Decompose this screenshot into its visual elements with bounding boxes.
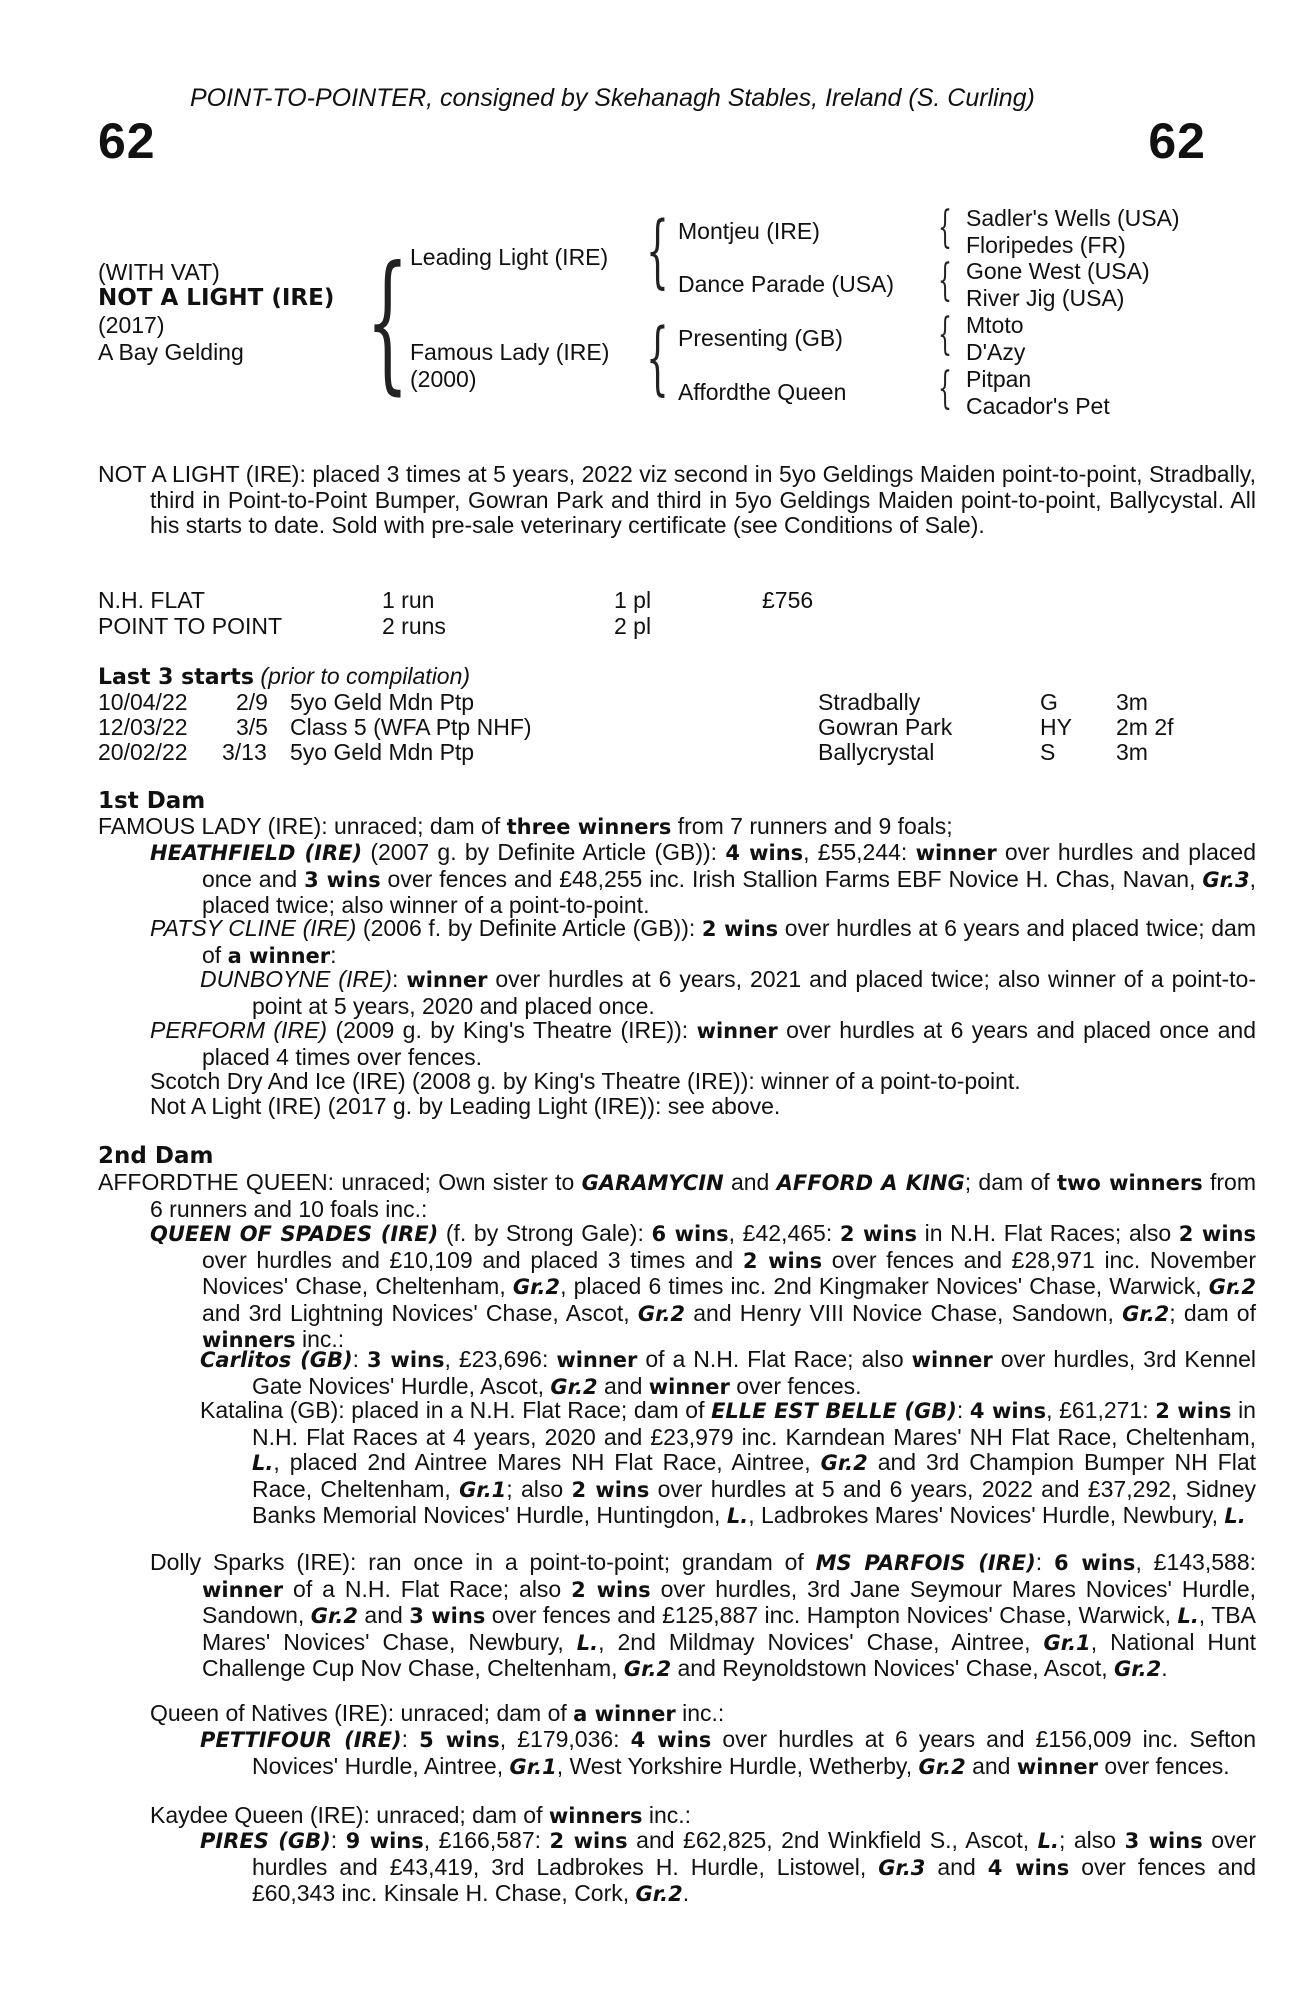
text-run: Dolly Sparks (IRE): ran once in a point-to-point; grandam of [150, 1549, 816, 1575]
start-going: G [1040, 689, 1058, 715]
text-run: winner [406, 968, 488, 992]
text-run: a winner [227, 943, 331, 968]
text-run: Katalina (GB): placed in a N.H. Flat Race; dam of [200, 1397, 712, 1423]
text-run: (f. by Strong Gale): [438, 1220, 652, 1246]
produce-heathfield [150, 840, 1256, 919]
g4-ancestor: Pitpan [966, 366, 1032, 392]
text-run: over hurdles at 5 and 6 years, 2022 and £37,292, Sidney Banks Memorial Novices' Hurdle, Huntingdon, [252, 1475, 1256, 1528]
produce-scotch-dry-and-ice: Scotch Dry And Ice (IRE) (2008 g. by King's Theatre (IRE)): winner of a point-to-point. [150, 1068, 1021, 1094]
text-run: winner [915, 841, 997, 865]
text-run: of a N.H. Flat Race; also [283, 1575, 572, 1602]
text-run: Gr.2 [918, 1754, 966, 1779]
g4-brace-3: { [938, 309, 952, 360]
second-dam-heading: 2nd Dam [98, 1143, 214, 1169]
text-run: 3 wins [409, 1604, 486, 1628]
text-run: winner [556, 1348, 638, 1372]
start-going: S [1040, 739, 1056, 765]
text-run: , £61,271: [1046, 1397, 1156, 1423]
text-run: Gr.1 [1043, 1630, 1091, 1655]
text-run: L. [726, 1504, 749, 1528]
g4-ancestor: Floripedes (FR) [966, 232, 1126, 258]
g4-ancestor: Cacador's Pet [966, 393, 1110, 419]
text-run: FAMOUS LADY (IRE): unraced; dam of [98, 813, 507, 839]
text-run: Queen of Natives (IRE): unraced; dam of [150, 1700, 574, 1726]
text-run: MS PARFOIS (IRE) [815, 1551, 1036, 1575]
text-run: , £42,465: [728, 1220, 840, 1246]
text-run: and 3rd Lightning Novices' Chase, Ascot, [202, 1299, 638, 1326]
start-date: 10/04/22 [98, 689, 188, 715]
text-run: and [925, 1853, 988, 1880]
text-run: Gr.2 [1114, 1657, 1162, 1681]
text-run: AFFORDTHE QUEEN: unraced; Own sister to [98, 1169, 582, 1195]
text-run: Gr.2 [635, 1882, 683, 1906]
text-run: : [1035, 1549, 1054, 1575]
text-run: L. [1037, 1829, 1059, 1853]
start-race: 5yo Geld Mdn Ptp [290, 739, 475, 765]
text-run: (2006 f. by Definite Article (GB)): [356, 915, 702, 941]
dam-dam: Affordthe Queen [678, 379, 847, 405]
text-run: over hurdles at 6 years and £156,009 inc. Sefton Novices' Hurdle, Aintree, [252, 1726, 1256, 1779]
text-run: over fences. [1097, 1752, 1230, 1779]
text-run: GARAMYCIN [581, 1171, 724, 1195]
text-run: winners [548, 1804, 643, 1828]
text-run: two winners [1056, 1171, 1203, 1195]
record-earnings: £756 [762, 587, 814, 613]
produce-katalina [200, 1398, 1256, 1530]
text-run: : [330, 1827, 346, 1853]
text-run: over hurdles at 6 years and placed once and placed 4 times over fences. [202, 1017, 1256, 1070]
second-dam-intro [98, 1170, 1256, 1222]
text-run: , placed 2nd Aintree Mares NH Flat Race, Aintree, [273, 1449, 821, 1475]
text-run: over hurdles and placed once and [202, 839, 1257, 892]
text-run: and [723, 1169, 777, 1195]
text-run: Gr.3 [878, 1855, 926, 1880]
produce-pires [200, 1828, 1256, 1908]
text-run: 2 wins [701, 917, 779, 941]
text-run: Gr.2 [1208, 1275, 1256, 1299]
produce-not-a-light: Not A Light (IRE) (2017 g. by Leading Light (IRE)): see above. [150, 1093, 781, 1119]
g4-ancestor: Sadler's Wells (USA) [966, 205, 1180, 231]
text-run: 5 wins [419, 1728, 500, 1752]
last-starts-title: Last 3 starts [98, 665, 255, 690]
text-run: (2007 g. by Definite Article (GB)): [362, 839, 726, 865]
start-date: 20/02/22 [98, 739, 188, 765]
last-starts-heading [98, 664, 470, 691]
text-run: ; dam of [964, 1169, 1057, 1195]
text-run: , £179,036: [499, 1726, 631, 1752]
lot-number-right: 62 [1148, 113, 1206, 169]
text-run: : [401, 1726, 420, 1752]
text-run: 4 wins [630, 1728, 712, 1752]
text-run: PERFORM (IRE) [150, 1017, 328, 1043]
start-course: Stradbally [818, 689, 921, 715]
first-dam-heading: 1st Dam [98, 788, 206, 814]
g4-ancestor: River Jig (USA) [966, 285, 1125, 311]
sire-dam-brace: { [366, 235, 409, 409]
g4-ancestor: Mtoto [966, 312, 1024, 338]
text-run: ELLE EST BELLE (GB) [711, 1399, 957, 1423]
text-run: 9 wins [345, 1829, 424, 1853]
text-run: and [965, 1752, 1017, 1779]
dam-name: Famous Lady (IRE) [410, 339, 610, 365]
text-run: of a N.H. Flat Race; also [637, 1346, 912, 1372]
record-runs: 1 run [382, 587, 435, 613]
sire-sire: Montjeu (IRE) [678, 218, 820, 244]
start-distance: 2m 2f [1116, 714, 1174, 740]
text-run: over hurdles at 6 years, 2021 and placed twice; also winner of a point-to-point at 5 years, 2020 and placed once. [252, 966, 1256, 1019]
lot-number-left: 62 [98, 113, 156, 169]
vat-label: (WITH VAT) [98, 259, 220, 285]
text-run: 4 wins [987, 1855, 1070, 1880]
text-run: and Reynoldstown Novices' Chase, Ascot, [671, 1655, 1115, 1681]
text-run: L. [1224, 1504, 1246, 1528]
last-starts-note: (prior to compilation) [260, 663, 471, 689]
text-run: in N.H. Flat Races at 4 years, 2020 and £23,979 inc. Karndean Mares' NH Flat Race, Cheltenham, [252, 1397, 1256, 1450]
text-run: 3 wins [1124, 1829, 1203, 1853]
text-run: QUEEN OF SPADES (IRE) [150, 1222, 439, 1246]
text-run: Gr.2 [1122, 1301, 1170, 1326]
text-run: ; dam of [1169, 1299, 1256, 1326]
produce-queen-of-natives [150, 1701, 1256, 1728]
start-position: 2/9 [236, 689, 268, 715]
text-run: , placed twice; also winner of a point-to-point. [202, 865, 1257, 918]
sire-brace: { [646, 204, 669, 297]
text-run: , 2nd Mildmay Novices' Chase, Aintree, [598, 1628, 1044, 1655]
produce-dolly-sparks [150, 1550, 1256, 1683]
text-run: , Ladbrokes Mares' Novices' Hurdle, Newbury, [748, 1502, 1225, 1528]
start-going: HY [1040, 714, 1072, 740]
produce-carlitos [200, 1347, 1256, 1400]
start-date: 12/03/22 [98, 714, 188, 740]
horse-name: NOT A LIGHT (IRE) [98, 285, 335, 311]
text-run: . [1161, 1655, 1168, 1681]
text-run: over hurdles, 3rd Jane Seymour Mares Novices' Hurdle, Sandown, [202, 1575, 1256, 1628]
g4-brace-1: { [938, 202, 952, 253]
text-run: , £166,587: [423, 1827, 550, 1853]
text-run: , TBA Mares' Novices' Chase, Newbury, [202, 1602, 1256, 1655]
text-run: Kaydee Queen (IRE): unraced; dam of [150, 1802, 549, 1828]
g4-brace-2: { [938, 255, 952, 306]
text-run: , National Hunt Challenge Cup Nov Chase, Cheltenham, [202, 1628, 1257, 1681]
text-run: 2 wins [549, 1829, 628, 1853]
text-run: winner [202, 1577, 284, 1602]
start-position: 3/13 [222, 739, 267, 765]
text-run: over hurdles and £43,419, 3rd Ladbrokes H. Hurdle, Listowel, [252, 1827, 1256, 1880]
text-run: over hurdles at 6 years and placed twice; dam of [202, 915, 1257, 968]
dam-brace: { [646, 311, 669, 404]
text-run: : [956, 1397, 970, 1423]
text-run: Gr.1 [509, 1754, 557, 1779]
text-run: PETTIFOUR (IRE) [200, 1728, 402, 1752]
produce-dunboyne [200, 967, 1256, 1019]
horse-description: A Bay Gelding [98, 339, 244, 365]
start-position: 3/5 [236, 714, 268, 740]
text-run: 2 wins [571, 1577, 651, 1602]
text-run: three winners [506, 815, 672, 839]
text-run: , £23,696: [444, 1346, 557, 1372]
dam-year: (2000) [410, 366, 477, 392]
consignor-line: POINT-TO-POINTER, consigned by Skehanagh Stables, Ireland (S. Curling) [190, 84, 1035, 112]
record-type: POINT TO POINT [98, 613, 283, 639]
g4-ancestor: D'Azy [966, 339, 1026, 365]
record-runs: 2 runs [382, 613, 446, 639]
dam-sire: Presenting (GB) [678, 325, 843, 351]
text-run: ; also [1058, 1827, 1125, 1853]
produce-pettifour [200, 1727, 1256, 1780]
text-run: and [597, 1372, 649, 1399]
text-run: Carlitos (GB) [200, 1348, 353, 1372]
text-run: 6 wins [1054, 1551, 1136, 1575]
first-dam-intro [98, 814, 1204, 841]
start-course: Gowran Park [818, 714, 953, 740]
record-type: N.H. FLAT [98, 587, 205, 613]
text-run: inc.: [295, 1326, 345, 1352]
text-run: , £55,244: [803, 839, 916, 865]
text-run: L. [1177, 1604, 1199, 1628]
text-run: winner [696, 1019, 778, 1043]
text-run: 4 wins [969, 1399, 1047, 1423]
text-run: Gr.3 [1202, 867, 1250, 892]
text-run: 2 wins [571, 1477, 650, 1502]
text-run: , £143,588: [1135, 1549, 1256, 1575]
text-run: winner [911, 1348, 993, 1372]
text-run: AFFORD A KING [776, 1171, 965, 1195]
record-placed: 1 pl [614, 587, 652, 613]
text-run: ; also [506, 1475, 572, 1502]
text-run: over fences and £60,343 inc. Kinsale H. Chase, Cork, [252, 1853, 1256, 1906]
text-run: 2 wins [1155, 1399, 1232, 1423]
start-distance: 3m [1116, 689, 1148, 715]
text-run: over fences and £125,887 inc. Hampton Novices' Chase, Warwick, [485, 1602, 1178, 1628]
text-run: from 7 runners and 9 foals; [671, 813, 953, 839]
text-run: over hurdles and £10,109 and placed 3 times and [202, 1246, 743, 1273]
text-run: 2 wins [839, 1222, 918, 1246]
produce-kaydee-queen [150, 1803, 1256, 1830]
text-run: 4 wins [725, 841, 804, 865]
text-run: over fences and £28,971 inc. November Novices' Chase, Cheltenham, [202, 1246, 1256, 1299]
text-run: and £62,825, 2nd Winkfield S., Ascot, [627, 1827, 1038, 1853]
text-run: a winner [573, 1702, 676, 1726]
record-placed: 2 pl [614, 613, 652, 639]
text-run: Gr.2 [310, 1604, 358, 1628]
text-run: winners [202, 1328, 296, 1352]
start-course: Ballycrystal [818, 739, 935, 765]
text-run: Gr.2 [550, 1374, 598, 1399]
text-run: over fences and £48,255 inc. Irish Stallion Farms EBF Novice H. Chas, Navan, [380, 865, 1203, 892]
text-run: PIRES (GB) [200, 1829, 331, 1853]
text-run: and [357, 1602, 410, 1628]
text-run: : [330, 941, 337, 968]
text-run: 6 wins [651, 1222, 729, 1246]
text-run: 3 wins [366, 1348, 445, 1372]
text-run: 2 wins [1178, 1222, 1256, 1246]
text-run: L. [576, 1630, 599, 1655]
text-run: , placed 6 times inc. 2nd Kingmaker Novices' Chase, Warwick, [560, 1273, 1209, 1299]
text-run: Gr.2 [637, 1301, 686, 1326]
text-run: inc.: [675, 1700, 725, 1726]
produce-patsy-cline [150, 916, 1256, 969]
g4-brace-4: { [938, 363, 952, 414]
text-run: , West Yorkshire Hurdle, Wetherby, [556, 1752, 919, 1779]
text-run: over fences. [729, 1372, 862, 1399]
text-run: Gr.2 [623, 1657, 672, 1681]
text-run: PATSY CLINE (IRE) [150, 915, 357, 941]
text-run: L. [252, 1451, 274, 1475]
text-run: winner [648, 1374, 730, 1399]
sire-name: Leading Light (IRE) [410, 244, 609, 270]
text-run: and 3rd Champion Bumper NH Flat Race, Cheltenham, [252, 1449, 1257, 1502]
text-run: winner [1016, 1754, 1098, 1779]
produce-perform [150, 1018, 1256, 1070]
text-run: : [391, 966, 407, 992]
race-summary: NOT A LIGHT (IRE): placed 3 times at 5 years, 2022 viz second in 5yo Geldings Maiden point-to-point, Stradbally, third in Point-to-Point Bumper, Gowran Park and third in 5yo Geldings Maiden point-to-point, Ballycystal. All his starts to date. Sold with pre-sale veterinary certificate (see Conditions of Sale). [98, 461, 1256, 538]
start-race: Class 5 (WFA Ptp NHF) [290, 714, 532, 740]
text-run: DUNBOYNE (IRE) [200, 966, 392, 992]
text-run: HEATHFIELD (IRE) [150, 841, 363, 865]
start-race: 5yo Geld Mdn Ptp [290, 689, 475, 715]
text-run: 2 wins [742, 1248, 823, 1273]
text-run: from 6 runners and 10 foals inc.: [150, 1169, 1257, 1222]
text-run: inc.: [642, 1802, 692, 1828]
text-run: Gr.1 [459, 1477, 507, 1502]
produce-queen-of-spades [150, 1221, 1256, 1354]
text-run: 3 wins [304, 867, 381, 892]
sire-dam: Dance Parade (USA) [678, 271, 895, 297]
text-run: . [682, 1880, 690, 1906]
horse-year: (2017) [98, 312, 165, 338]
text-run: over hurdles, 3rd Kennel Gate Novices' Hurdle, Ascot, [252, 1346, 1256, 1399]
start-distance: 3m [1116, 739, 1148, 765]
text-run: in N.H. Flat Races; also [917, 1220, 1179, 1246]
text-run: (2009 g. by King's Theatre (IRE)): [327, 1017, 697, 1043]
text-run: Gr.2 [820, 1451, 868, 1475]
text-run: Gr.2 [512, 1275, 561, 1299]
text-run: and Henry VIII Novice Chase, Sandown, [685, 1299, 1123, 1326]
g4-ancestor: Gone West (USA) [966, 258, 1150, 284]
text-run: : [352, 1346, 367, 1372]
